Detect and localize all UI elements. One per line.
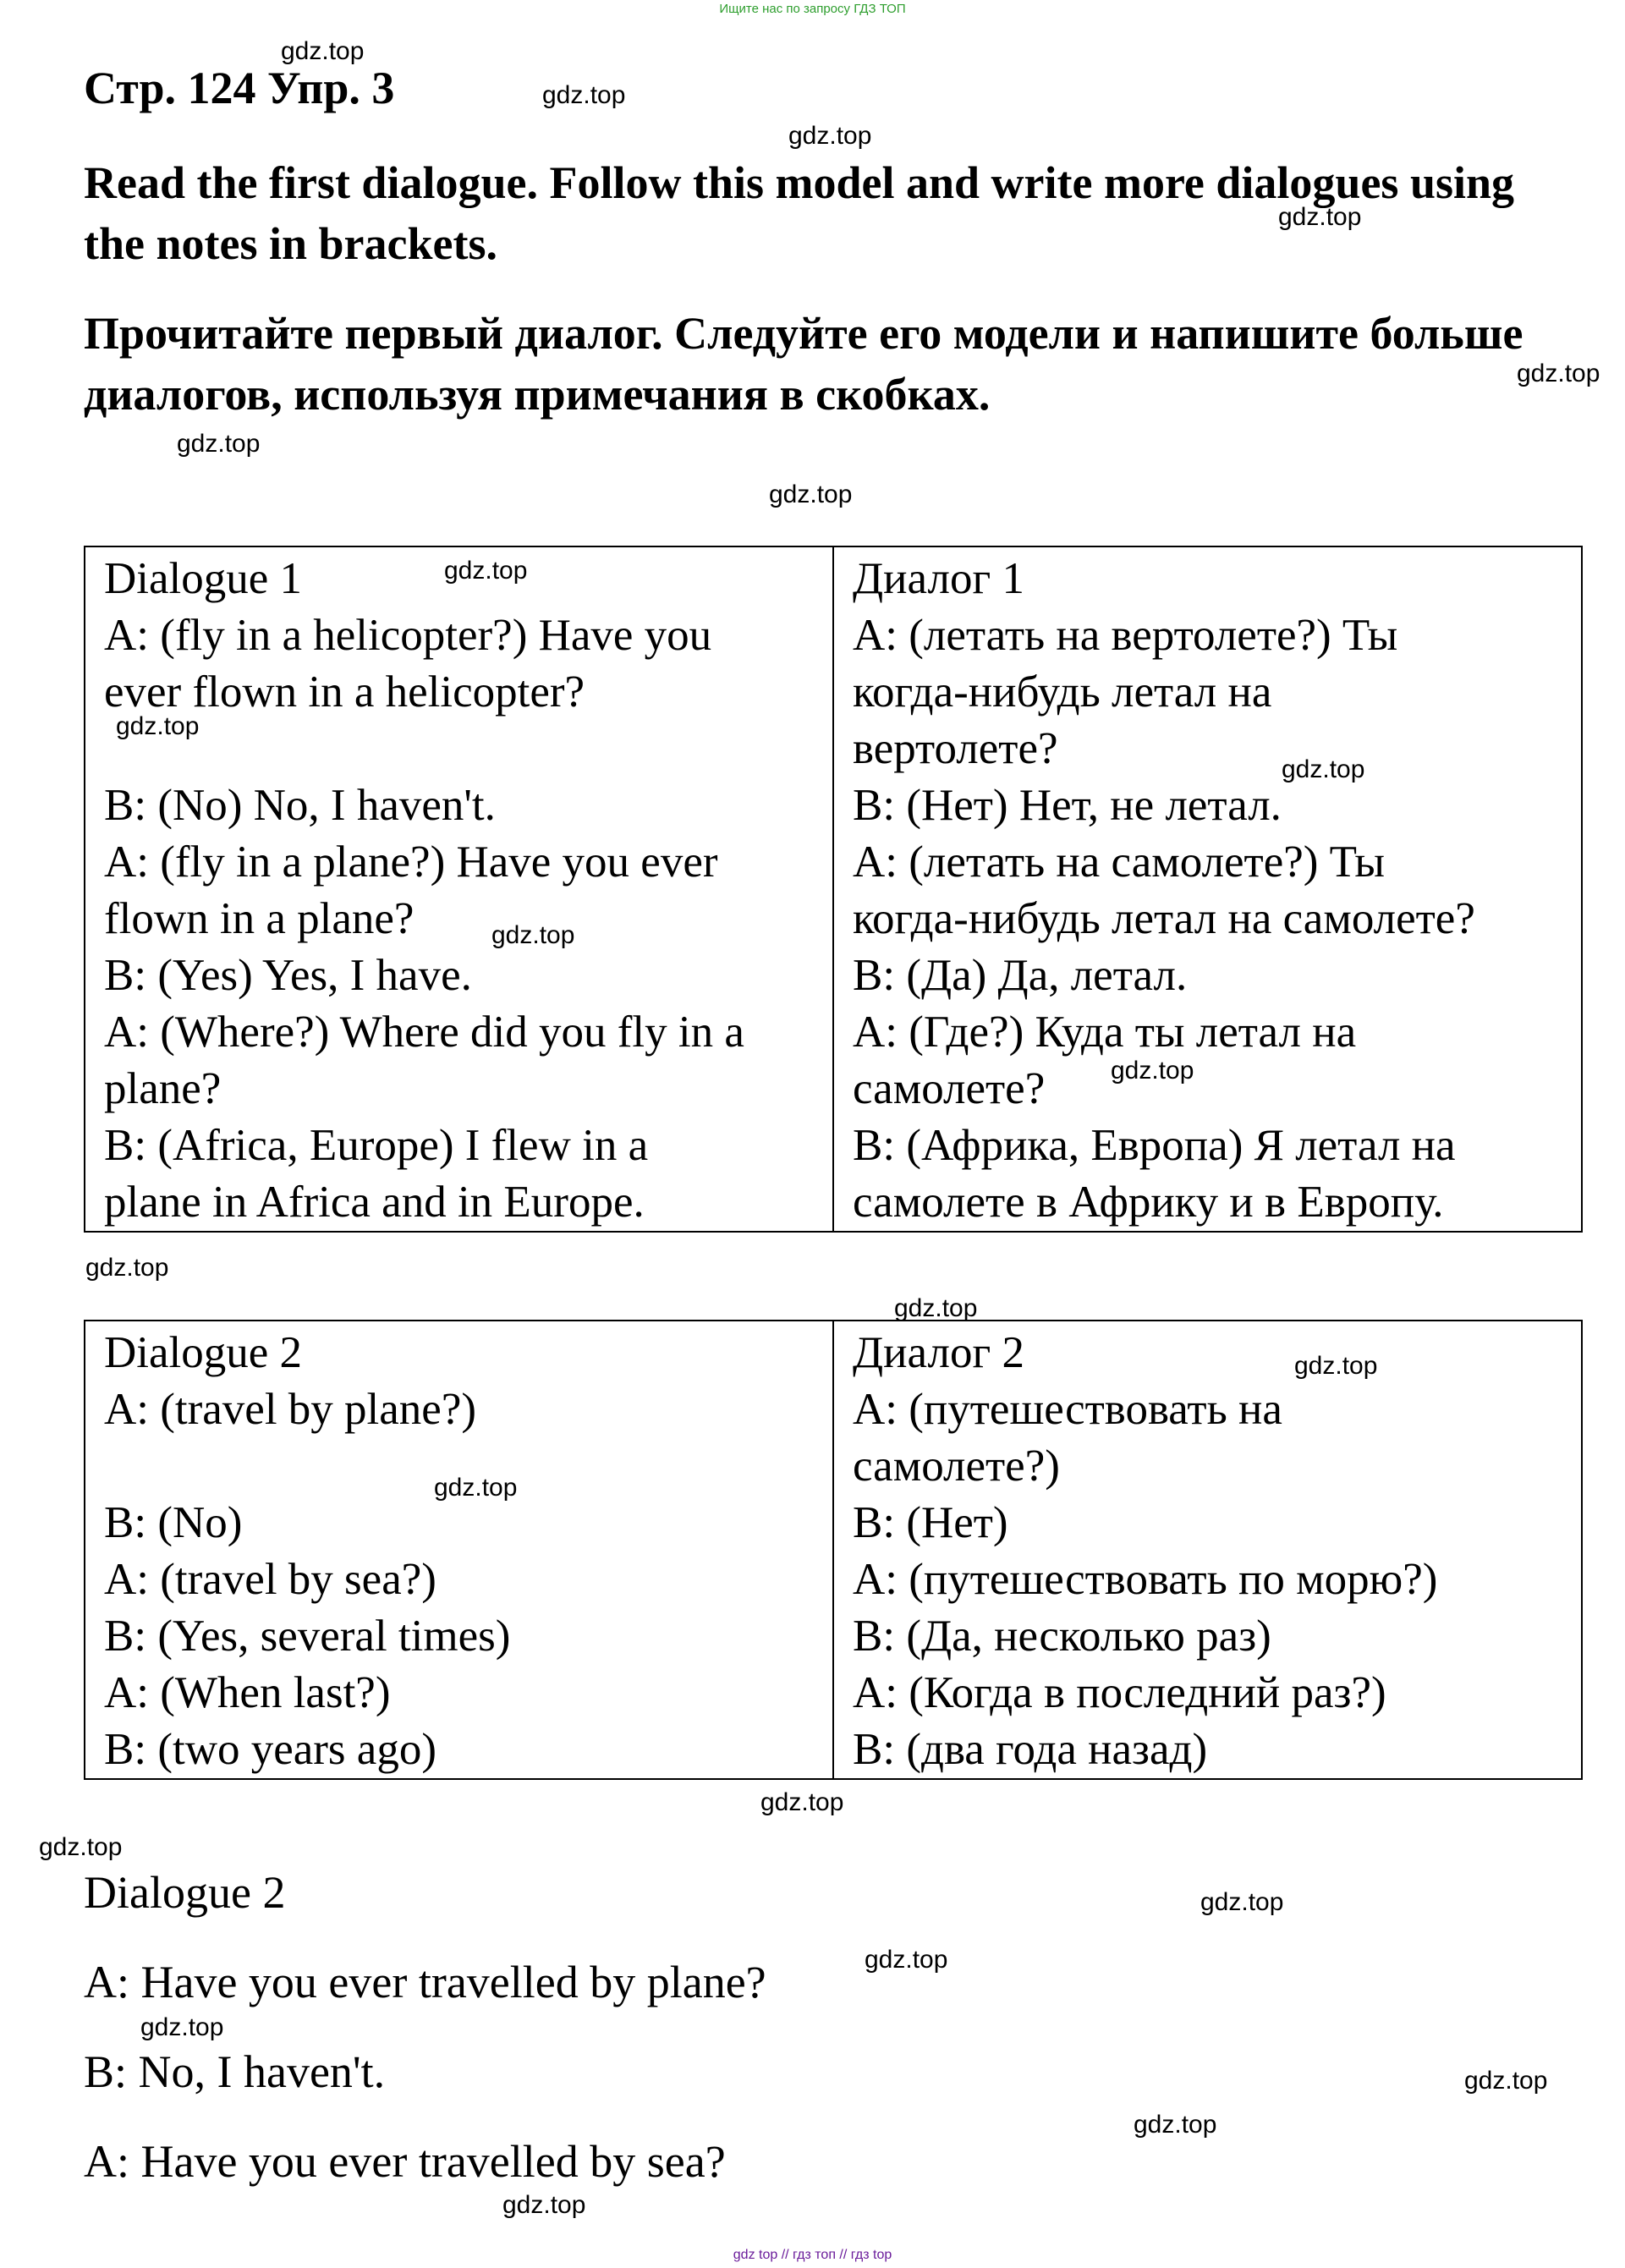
dialogue-2-table: [84, 1320, 1583, 1780]
dialogue-1-table: [84, 546, 1583, 1233]
dialogue-1-english-cell: [85, 546, 833, 1232]
watermark: gdz.top: [1517, 360, 1600, 387]
watermark: gdz.top: [140, 2013, 224, 2041]
dialogue-2-russian-cell: [833, 1321, 1582, 1779]
dialogue-line: B: (two years ago): [104, 1725, 436, 1774]
watermark: gdz.top: [894, 1294, 978, 1322]
dialogue-line: B: (Нет) Нет, не летал.: [853, 781, 1282, 830]
dialogue-line: A: (летать на самолете?) Ты: [853, 837, 1386, 887]
dialogue-line: A: (Когда в последний раз?): [853, 1668, 1386, 1717]
answer-line: A: Have you ever travelled by sea?: [84, 2136, 726, 2187]
dialogue-2-english-cell: [85, 1321, 833, 1779]
task-russian: Прочитайте первый диалог. Следуйте его модели и напишите больше диалогов, используя примечания в скобках.: [84, 308, 1523, 420]
dialogue-line: B: (Yes) Yes, I have.: [104, 951, 472, 1000]
bottom-banner: gdz top // гдз топ // гдз top: [733, 2248, 892, 2262]
dialogue-line: Диалог 1: [853, 554, 1024, 603]
dialogue-line: A: (travel by plane?): [104, 1385, 476, 1434]
answer-title: Dialogue 2: [84, 1867, 286, 1918]
watermark: gdz.top: [116, 712, 200, 740]
watermark: gdz.top: [444, 557, 528, 585]
dialogue-line: B: (No): [104, 1498, 243, 1547]
dialogue-line: B: (Нет): [853, 1498, 1008, 1547]
watermark: gdz.top: [760, 1788, 844, 1816]
task-english: Read the first dialogue. Follow this model and write more dialogues using the notes in brackets.: [84, 157, 1515, 269]
dialogue-line: B: (Африка, Европа) Я летал на: [853, 1121, 1456, 1170]
dialogue-line: plane?: [104, 1064, 222, 1113]
watermark: gdz.top: [177, 430, 261, 458]
dialogue-line: Dialogue 1: [104, 554, 303, 603]
dialogue-line: B: (два года назад): [853, 1725, 1208, 1774]
dialogue-line: B: (No) No, I haven't.: [104, 781, 496, 830]
watermark: gdz.top: [39, 1833, 123, 1861]
dialogue-line: A: (When last?): [104, 1668, 391, 1717]
dialogue-line: B: (Africa, Europe) I flew in a: [104, 1121, 649, 1170]
dialogue-line: Dialogue 2: [104, 1328, 303, 1377]
dialogue-line: A: (путешествовать на: [853, 1385, 1282, 1434]
watermark: gdz.top: [502, 2191, 586, 2219]
page-title: Стр. 124 Упр. 3: [84, 63, 395, 113]
watermark: gdz.top: [1294, 1352, 1378, 1380]
dialogue-line: B: (Да, несколько раз): [853, 1612, 1271, 1661]
dialogue-line: B: (Да) Да, летал.: [853, 951, 1188, 1000]
answer-line: A: Have you ever travelled by plane?: [84, 1957, 766, 2007]
watermark: gdz.top: [1111, 1057, 1194, 1085]
dialogue-line: A: (Где?) Куда ты летал на: [853, 1008, 1357, 1057]
dialogue-line: [104, 721, 815, 777]
watermark: gdz.top: [491, 921, 575, 949]
watermark: gdz.top: [542, 81, 626, 109]
top-banner: Ищите нас по запросу ГДЗ ТОП: [719, 2, 906, 16]
watermark: gdz.top: [1464, 2067, 1548, 2095]
dialogue-line: A: (Where?) Where did you fly in a: [104, 1008, 744, 1057]
watermark: gdz.top: [1282, 755, 1365, 783]
dialogue-line: Диалог 2: [853, 1328, 1024, 1377]
dialogue-line: самолете в Африку и в Европу.: [853, 1178, 1444, 1227]
dialogue-line: вертолете?: [853, 724, 1058, 773]
dialogue-line: когда-нибудь летал на: [853, 667, 1272, 717]
dialogue-line: самолете?: [853, 1064, 1046, 1113]
watermark: gdz.top: [1200, 1888, 1284, 1916]
answer-line: B: No, I haven't.: [84, 2046, 386, 2097]
dialogue-line: flown in a plane?: [104, 894, 414, 943]
dialogue-line: A: (travel by sea?): [104, 1555, 436, 1604]
watermark: gdz.top: [85, 1254, 169, 1282]
dialogue-line: самолете?): [853, 1442, 1060, 1491]
dialogue-line: A: (fly in a helicopter?) Have you: [104, 611, 712, 660]
watermark: gdz.top: [865, 1946, 948, 1974]
dialogue-line: ever flown in a helicopter?: [104, 667, 585, 717]
dialogue-line: plane in Africa and in Europe.: [104, 1178, 645, 1227]
watermark: gdz.top: [1278, 203, 1362, 231]
watermark: gdz.top: [769, 481, 853, 508]
watermark: gdz.top: [281, 37, 365, 65]
dialogue-line: когда-нибудь летал на самолете?: [853, 894, 1475, 943]
dialogue-line: B: (Yes, several times): [104, 1612, 511, 1661]
watermark: gdz.top: [788, 122, 872, 150]
dialogue-line: A: (fly in a plane?) Have you ever: [104, 837, 718, 887]
dialogue-line: A: (летать на вертолете?) Ты: [853, 611, 1398, 660]
dialogue-1-russian-cell: [833, 546, 1582, 1232]
watermark: gdz.top: [1134, 2111, 1217, 2139]
dialogue-line: A: (путешествовать по морю?): [853, 1555, 1438, 1604]
watermark: gdz.top: [434, 1474, 518, 1502]
